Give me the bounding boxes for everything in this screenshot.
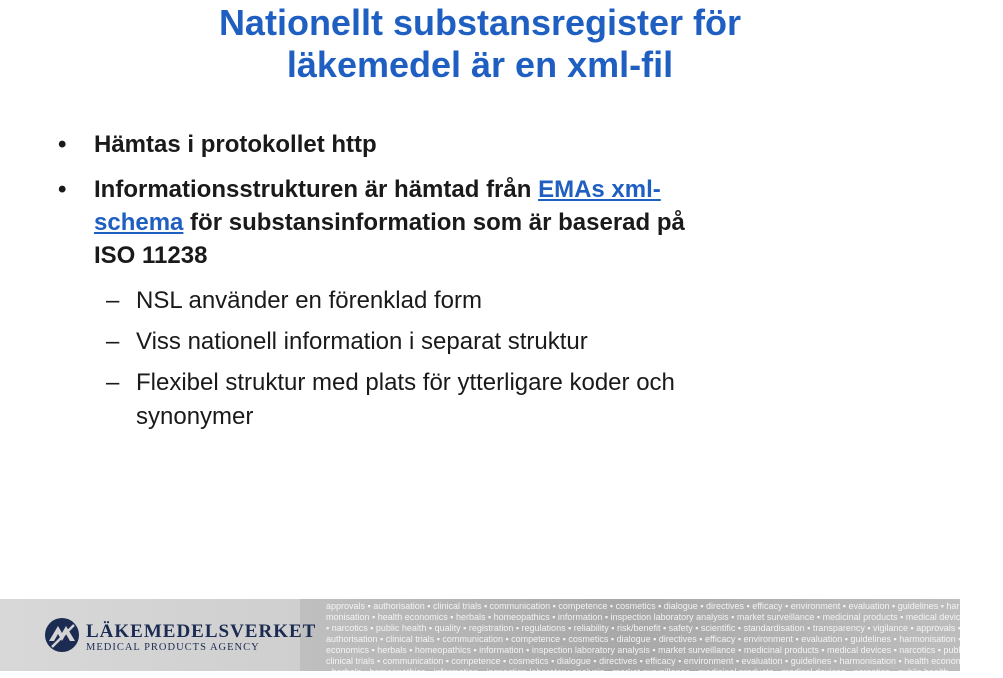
tag-line: authorisation ▪ clinical trials ▪ communication ▪ competence ▪ cosmetics ▪ dialogue ▪ directives ▪ efficacy ▪ environment ▪ evaluation ▪ guidelines ▪ harmonisation ▪ health	[326, 634, 989, 644]
logo-name: LÄKEMEDELSVERKET	[86, 621, 317, 642]
bullet-text-iso: ISO 11238	[94, 242, 208, 269]
sub-bullet-item	[56, 366, 916, 434]
bullet-text-after: för substansinformation som är baserad på	[183, 209, 685, 236]
sub-bullet-item	[56, 284, 916, 318]
dash-icon: –	[106, 369, 120, 396]
slide-title	[0, 2, 960, 86]
logo-panel	[0, 599, 317, 671]
agency-logo-icon	[44, 617, 80, 653]
emas-xml-schema-link-continued[interactable]: schema	[94, 209, 184, 236]
sub-bullet-list	[56, 284, 916, 434]
bullet-icon: •	[58, 176, 67, 203]
tag-line: monisation ▪ health economics ▪ herbals ▪ homeopathics ▪ information ▪ inspection laboratory analysis ▪ market surveillance ▪ medicinal products ▪ medical devices	[326, 612, 970, 622]
tag-line: ▪ narcotics ▪ public health ▪ quality ▪ registration ▪ regulations ▪ reliability ▪ risk/benefit ▪ safety ▪ scientific ▪ standardisation ▪ transparency ▪ vigilance ▪ approvals ▪	[326, 623, 961, 633]
tag-line: approvals ▪ authorisation ▪ clinical trials ▪ communication ▪ competence ▪ cosmetics ▪ dialogue ▪ directives ▪ efficacy ▪ environment ▪ evaluation ▪ guidelines ▪ harmonisation	[326, 601, 1003, 611]
slide-title-line-1: Nationellt substansregister för	[218, 2, 742, 43]
dash-icon: –	[106, 328, 120, 355]
sub-bullet-item	[56, 325, 916, 359]
sub-bullet-text: NSL använder en förenklad form	[136, 287, 482, 314]
slide-title-line-2: läkemedel är en xml-fil	[286, 44, 674, 85]
logo-subtitle: MEDICAL PRODUCTS AGENCY	[86, 642, 260, 653]
slide-content	[56, 128, 916, 441]
bullet-text-before: Informationsstrukturen är hämtad från	[94, 176, 539, 203]
bullet-text: Hämtas i protokollet http	[94, 131, 377, 158]
tagline-cloud	[326, 601, 1003, 678]
bullet-icon: •	[58, 131, 67, 158]
tag-line: ▪ herbals ▪ homeopathics ▪ information ▪ inspection laboratory analysis ▪ market surveillance ▪ medicinal products ▪ medical devices ▪ narcotics ▪ public health	[326, 667, 949, 677]
bullet-item-structure	[56, 173, 916, 272]
bullet-item-http	[56, 128, 916, 161]
tag-line: economics ▪ herbals ▪ homeopathics ▪ information ▪ inspection laboratory analysis ▪ market surveillance ▪ medicinal products ▪ medical devices ▪ narcotics ▪ public health	[326, 645, 995, 655]
footer-banner	[0, 599, 1003, 677]
sub-bullet-text: Flexibel struktur med plats för ytterligare koder och	[136, 369, 675, 396]
tag-line: clinical trials ▪ communication ▪ competence ▪ cosmetics ▪ dialogue ▪ directives ▪ efficacy ▪ environment ▪ evaluation ▪ guidelines ▪ harmonisation ▪ health economics	[326, 656, 975, 666]
sub-bullet-text: Viss nationell information i separat struktur	[136, 328, 588, 355]
sub-bullet-text-continued: synonymer	[136, 403, 254, 430]
dash-icon: –	[106, 287, 120, 314]
emas-xml-schema-link[interactable]: EMAs xml-	[538, 176, 661, 203]
